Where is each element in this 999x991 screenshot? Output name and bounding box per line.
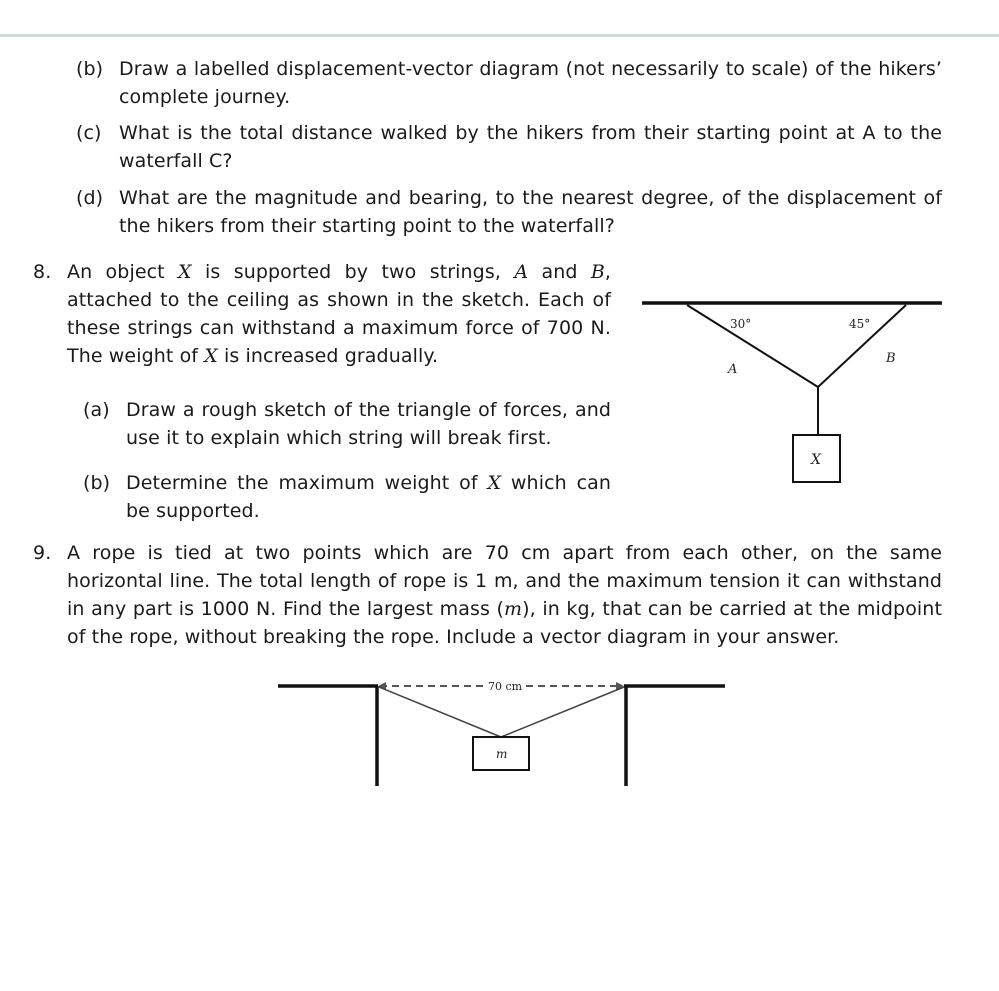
q8-force-diagram <box>640 290 945 490</box>
q7-part-b-label: (b) <box>76 58 104 80</box>
angle-30-label: 30° <box>730 317 752 331</box>
string-b-label: B <box>886 351 896 366</box>
q7-part-d <box>76 184 942 240</box>
q7-part-c-text: What is the total distance walked by the hikers from their starting point at A to the waterfall C? <box>119 122 942 172</box>
q7-part-c <box>76 119 942 175</box>
q7-part-d-text: What are the magnitude and bearing, to the nearest degree, of the displacement of the hikers from their starting point to the waterfall? <box>119 187 942 237</box>
q8-stem-text: An object X is supported by two strings, A and B, attached to the ceiling as shown in the sketch. Each of these strings can withstand a maximum force of 700 N. The weight of X is increased gradually. <box>67 261 612 367</box>
q8-part-b-label: (b) <box>83 472 111 494</box>
q7-part-b <box>76 55 942 111</box>
object-x-label: X <box>811 452 821 468</box>
q8-part-a-text: Draw a rough sketch of the triangle of forces, and use it to explain which string will break first. <box>126 399 611 449</box>
mass-label: m <box>496 747 508 761</box>
string-a-label: A <box>728 362 738 377</box>
q8-part-b <box>83 469 611 525</box>
top-divider <box>0 34 999 37</box>
q9-stem-text: A rope is tied at two points which are 70 cm apart from each other, on the same horizontal line. The total length of rope is 1 m, and the maximum tension it can withstand in any part is 1000 N. Find the largest mass (m), in kg, that can be carried at the midpoint of the rope, without breaking the rope. Include a vector diagram in your answer. <box>67 542 942 648</box>
string-a <box>687 305 818 387</box>
rope-left <box>379 687 501 737</box>
q8-number: 8. <box>33 261 52 283</box>
q9-rope-diagram <box>270 670 730 790</box>
q8-part-a-label: (a) <box>83 399 110 421</box>
span-label: 70 cm <box>488 680 523 693</box>
q7-part-d-label: (d) <box>76 187 104 209</box>
angle-45-label: 45° <box>849 317 871 331</box>
q8-stem <box>33 258 611 370</box>
rope-right <box>501 687 624 737</box>
q8-part-b-text: Determine the maximum weight of X which can be supported. <box>126 472 612 522</box>
q9-stem <box>33 539 942 651</box>
q7-part-b-text: Draw a labelled displacement-vector diagram (not necessarily to scale) of the hikers’ complete journey. <box>119 58 942 108</box>
q7-part-c-label: (c) <box>76 122 102 144</box>
q8-part-a <box>83 396 611 452</box>
q9-number: 9. <box>33 542 52 564</box>
